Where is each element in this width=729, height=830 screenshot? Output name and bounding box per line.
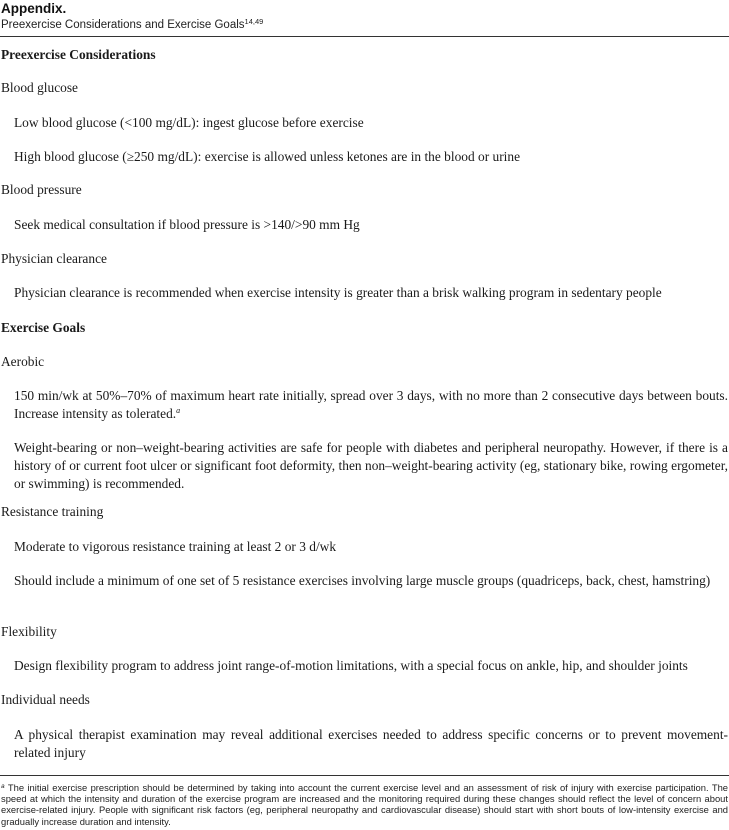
footnote-marker: a bbox=[176, 406, 181, 415]
group-label-flexibility: Flexibility bbox=[1, 624, 57, 639]
group-label-aerobic: Aerobic bbox=[1, 354, 45, 369]
appendix-title: Appendix. bbox=[1, 1, 67, 16]
group-label-blood-pressure: Blood pressure bbox=[1, 182, 82, 197]
section-heading-preexercise: Preexercise Considerations bbox=[1, 47, 156, 62]
list-item-text: 150 min/wk at 50%–70% of maximum heart rate initially, spread over 3 days, with no more than 2 consecutive days between bouts. Increase intensity as tolerated. bbox=[14, 388, 728, 421]
list-item bbox=[14, 387, 728, 423]
list-item: Should include a minimum of one set of 5 resistance exercises involving large muscle groups (quadriceps, back, chest, hamstring) bbox=[14, 573, 711, 588]
list-item: Physician clearance is recommended when exercise intensity is greater than a brisk walking program in sedentary people bbox=[14, 285, 662, 300]
caption-text: Preexercise Considerations and Exercise Goals bbox=[1, 19, 245, 31]
group-label-resistance-training: Resistance training bbox=[1, 504, 104, 519]
section-heading-exercise-goals: Exercise Goals bbox=[1, 320, 86, 335]
bottom-rule bbox=[0, 775, 729, 776]
list-item: Moderate to vigorous resistance training at least 2 or 3 d/wk bbox=[14, 539, 337, 554]
list-item: Seek medical consultation if blood pressure is >140/>90 mm Hg bbox=[14, 217, 360, 232]
list-item: Low blood glucose (<100 mg/dL): ingest glucose before exercise bbox=[14, 115, 364, 130]
group-label-physician-clearance: Physician clearance bbox=[1, 251, 107, 266]
list-item: Design flexibility program to address joint range-of-motion limitations, with a special focus on ankle, hip, and shoulder joints bbox=[14, 658, 688, 673]
group-label-individual-needs: Individual needs bbox=[1, 692, 90, 707]
list-item: High blood glucose (≥250 mg/dL): exercise is allowed unless ketones are in the blood or urine bbox=[14, 149, 521, 164]
list-item: A physical therapist examination may reveal additional exercises needed to address specific concerns or to prevent movement-related injury bbox=[14, 727, 728, 760]
caption-references: 14,49 bbox=[244, 17, 264, 26]
top-rule bbox=[0, 36, 729, 37]
group-label-blood-glucose: Blood glucose bbox=[1, 80, 78, 95]
footnote-text: The initial exercise prescription should be determined by taking into account the current exercise level and an assessment of risk of injury with exercise participation. The speed at which the intensity and duration of the exercise program are increased and the monitoring required during these changes should reflect the level of concern about exercise-related injury. People with significant risk factors (eg, peripheral neuropathy and cardiovascular disease) should start with short bouts of low-intensity exercise and gradually increase duration and intensity. bbox=[1, 782, 728, 827]
footnote-marker: a bbox=[1, 783, 5, 790]
list-item: Weight-bearing or non–weight-bearing activities are safe for people with diabetes and peripheral neuropathy. However, if there is a history of or current foot ulcer or significant foot deformity, then non–weight-bearing activity (eg, stationary bike, rowing ergometer, or swimming) is recommended. bbox=[14, 440, 728, 491]
table-caption bbox=[1, 17, 263, 31]
table-footnote bbox=[1, 782, 728, 827]
